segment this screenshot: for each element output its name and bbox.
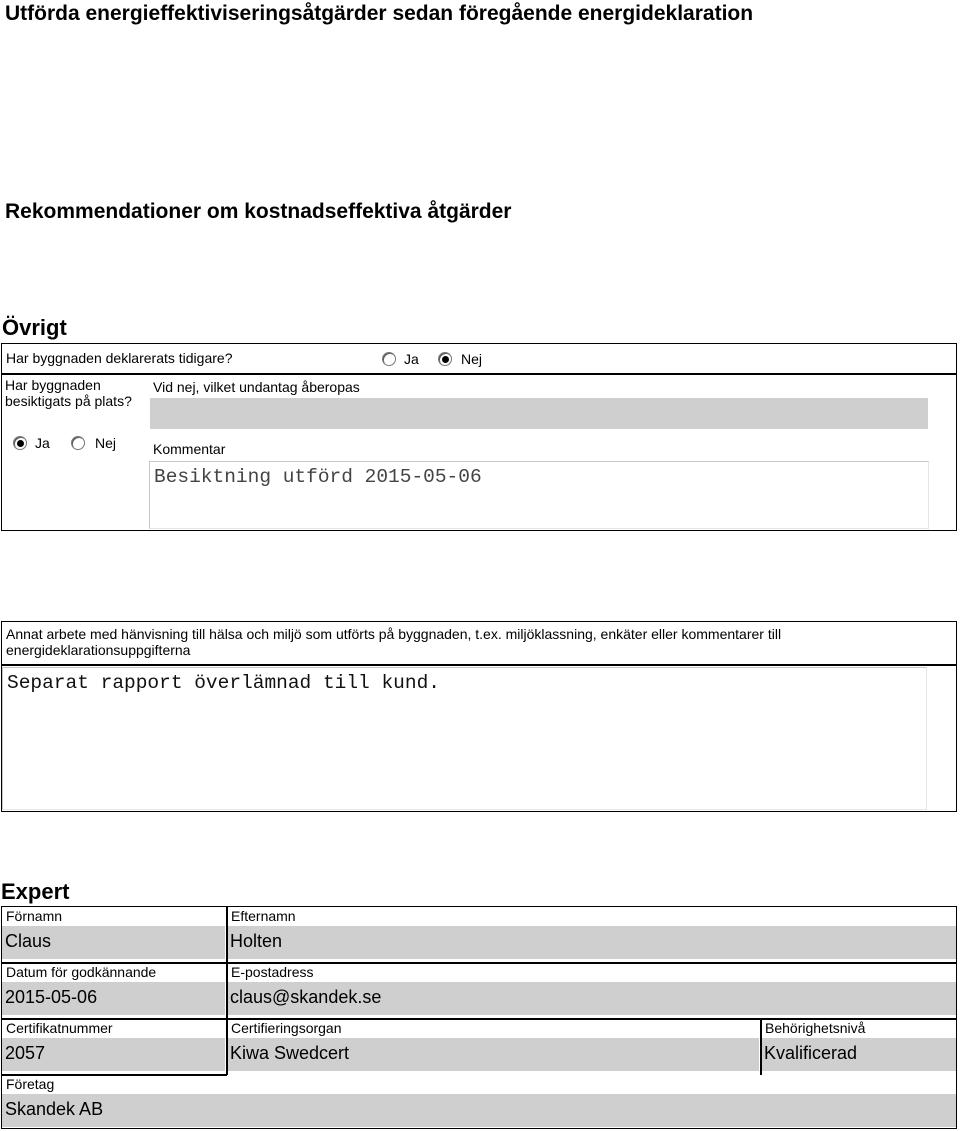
last-name-value: Holten xyxy=(230,931,283,951)
energy-measures-heading: Utförda energieffektiviseringsåtgärder sedan föregående energideklaration xyxy=(5,2,754,25)
email-field[interactable] xyxy=(228,982,956,1015)
exception-field[interactable] xyxy=(150,398,928,429)
company-field[interactable] xyxy=(2,1094,956,1127)
declared-before-question: Har byggnaden deklarerats tidigare? xyxy=(6,350,233,366)
company-value: Skandek AB xyxy=(5,1099,104,1119)
first-name-label: Förnamn xyxy=(6,908,63,924)
recommendations-heading: Rekommendationer om kostnadseffektiva åtgärder xyxy=(5,200,512,223)
first-name-field[interactable] xyxy=(2,926,225,959)
inspected-no-radio[interactable] xyxy=(71,436,85,450)
declared-before-yes-radio[interactable] xyxy=(382,352,396,366)
competence-label: Behörighetsnivå xyxy=(765,1020,866,1036)
cert-body-field[interactable] xyxy=(228,1038,759,1071)
expert-heading: Expert xyxy=(1,879,70,904)
comment-field[interactable] xyxy=(149,461,929,529)
declared-before-no-label: Nej xyxy=(461,351,483,367)
cert-body-value: Kiwa Swedcert xyxy=(230,1043,350,1063)
last-name-field[interactable] xyxy=(228,926,956,959)
cert-number-value: 2057 xyxy=(5,1043,46,1063)
inspected-yes-label: Ja xyxy=(35,435,50,451)
competence-value: Kvalificerad xyxy=(764,1043,858,1063)
declared-before-no-radio[interactable] xyxy=(438,352,452,366)
health-comment-field[interactable] xyxy=(2,667,927,810)
inspected-question: Har byggnaden besiktigats på plats? xyxy=(5,377,132,409)
health-text: Separat rapport överlämnad till kund. xyxy=(7,672,440,694)
exception-label: Vid nej, vilket undantag åberopas xyxy=(153,379,360,395)
cert-number-label: Certifikatnummer xyxy=(6,1020,113,1036)
company-label: Företag xyxy=(6,1076,55,1092)
approval-date-field[interactable] xyxy=(2,982,225,1015)
health-label: Annat arbete med hänvisning till hälsa och miljö som utförts på byggnaden, t.ex. miljöklassning, enkäter eller kommentarer till energideklarationsuppgifterna xyxy=(6,626,782,658)
comment-label: Kommentar xyxy=(153,441,226,457)
declared-before-yes-label: Ja xyxy=(404,351,419,367)
inspected-no-label: Nej xyxy=(95,435,117,451)
competence-field[interactable] xyxy=(762,1038,956,1071)
approval-date-label: Datum för godkännande xyxy=(6,964,157,980)
email-value: claus@skandek.se xyxy=(230,987,382,1007)
comment-text: Besiktning utförd 2015-05-06 xyxy=(154,466,482,488)
last-name-label: Efternamn xyxy=(231,908,296,924)
other-heading: Övrigt xyxy=(2,315,67,340)
approval-date-value: 2015-05-06 xyxy=(5,987,98,1007)
email-label: E-postadress xyxy=(231,964,314,980)
inspected-yes-radio[interactable] xyxy=(13,436,27,450)
first-name-value: Claus xyxy=(5,931,52,951)
cert-number-field[interactable] xyxy=(2,1038,225,1071)
cert-body-label: Certifieringsorgan xyxy=(231,1020,342,1036)
